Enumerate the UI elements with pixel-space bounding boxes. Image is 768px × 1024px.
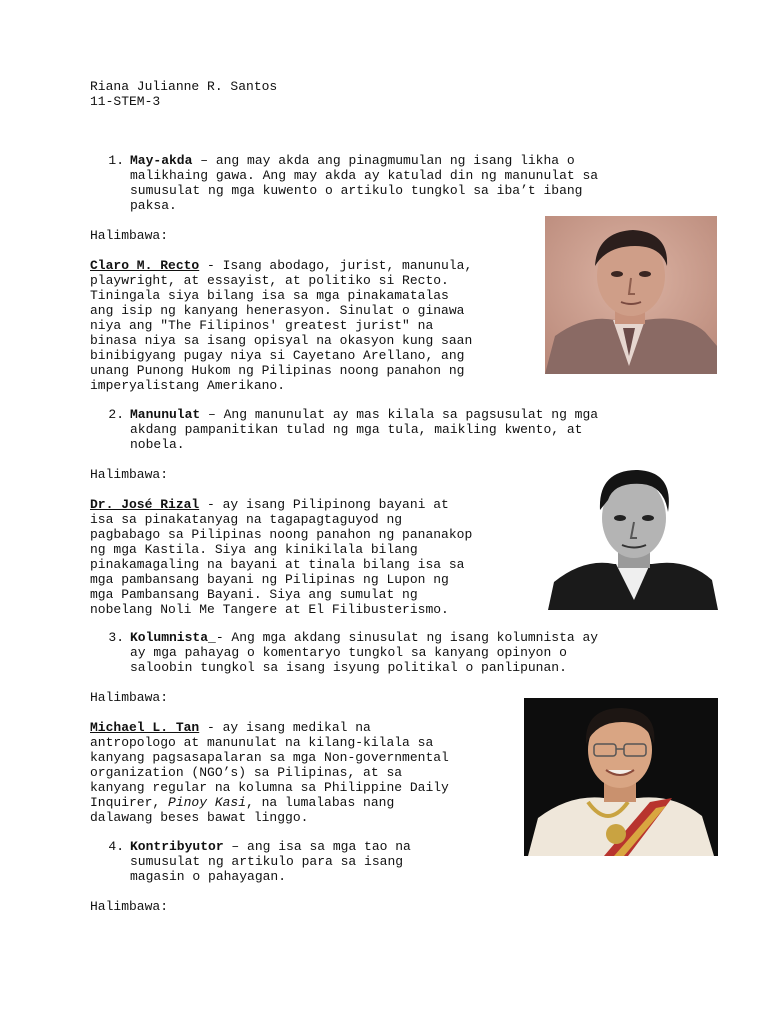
term-kolumnista: Kolumnista_	[130, 630, 216, 645]
example-3-line-1: Michael L. Tan - ay isang medikal na	[90, 720, 371, 735]
item-4-line-3: magasin o pahayagan.	[130, 869, 287, 884]
rizal-portrait	[548, 460, 718, 610]
example-2-line: pagbabago sa Pilipinas noong panahon ng pananakop	[90, 527, 473, 542]
example-2-line: mga Pambansang Bayani. Siya ang sumulat ng	[90, 587, 418, 602]
item-number: 3.	[108, 630, 124, 645]
tan-portrait	[524, 698, 718, 856]
item-4-line-1: Kontribyutor – ang isa sa mga tao na	[130, 839, 411, 854]
item-2-line-2: akdang pampanitikan tulad ng mga tula, maikling kwento, at	[130, 422, 583, 437]
example-2-line: mga pambansang bayani ng Pilipinas ng Lupon ng	[90, 572, 449, 587]
example-1-line: binibigyang pugay niya si Cayetano Arellano, ang	[90, 348, 465, 363]
item-3-line-1: Kolumnista_- Ang mga akdang sinusulat ng isang kolumnista ay	[130, 630, 599, 645]
example-2-line: nobelang Noli Me Tangere at El Filibusterismo.	[90, 602, 449, 617]
example-label: Halimbawa:	[90, 228, 169, 243]
item-1-line-1: May-akda – ang may akda ang pinagmumulan ng isang likha o	[130, 153, 575, 168]
example-label: Halimbawa:	[90, 690, 169, 705]
item-number: 2.	[108, 407, 124, 422]
item-number: 1.	[108, 153, 124, 168]
example-3-line-inquirer: Inquirer, Pinoy Kasi, na lumalabas nang	[90, 795, 395, 810]
example-1-line: binasa niya sa isang opisyal na okasyon kung saan	[90, 333, 473, 348]
example-label: Halimbawa:	[90, 467, 169, 482]
item-1-line-2: malikhaing gawa. Ang may akda ay katulad din ng manunulat sa	[130, 168, 599, 183]
item-3-line-2: ay mga pahayag o komentaryo tungkol sa kanyang opinyon o	[130, 645, 567, 660]
example-1-line: imperyalistang Amerikano.	[90, 378, 286, 393]
term-may-akda: May-akda	[130, 153, 193, 168]
example-1-line: Tiningala siya bilang isa sa mga pinakamatalas	[90, 288, 449, 303]
example-3-line: kanyang regular na kolumna sa Philippine Daily	[90, 780, 449, 795]
item-3-line-3: saloobin tungkol sa isang isyung politikal o panlipunan.	[130, 660, 567, 675]
example-1-line: playwright, at essayist, at politiko si Recto.	[90, 273, 449, 288]
example-2-line-1: Dr. José Rizal - ay isang Pilipinong bayani at	[90, 497, 449, 512]
example-2-line: ng mga Kastila. Siya ang kinikilala bilang	[90, 542, 418, 557]
person-name-rizal: Dr. José Rizal	[90, 497, 200, 512]
author-name: Riana Julianne R. Santos	[90, 79, 278, 94]
column-title: Pinoy Kasi	[168, 795, 247, 810]
person-name-tan: Michael L. Tan	[90, 720, 200, 735]
example-1-line: niya ang "The Filipinos' greatest jurist" na	[90, 318, 434, 333]
example-3-line: organization (NGO’s) sa Pilipinas, at sa	[90, 765, 403, 780]
example-1-line-1: Claro M. Recto - Isang abodago, jurist, manunula,	[90, 258, 473, 273]
example-3-line: dalawang beses bawat linggo.	[90, 810, 309, 825]
item-1-line-3: sumusulat ng mga kuwento o artikulo tungkol sa iba’t ibang	[130, 183, 583, 198]
item-1-line-4: paksa.	[130, 198, 177, 213]
item-2-line-1: Manunulat – Ang manunulat ay mas kilala sa pagsusulat ng mga	[130, 407, 599, 422]
class-section: 11-STEM-3	[90, 94, 161, 109]
example-2-line: pinakamagaling na bayani at tinala bilang isa sa	[90, 557, 465, 572]
example-3-line: antropologo at manunulat na kilang-kilala sa	[90, 735, 434, 750]
example-1-line: unang Punong Hukom ng Pilipinas noong panahon ng	[90, 363, 465, 378]
example-2-line: isa sa pinakatanyag na tagapagtaguyod ng	[90, 512, 403, 527]
term-kontribyutor: Kontribyutor	[130, 839, 224, 854]
recto-portrait	[545, 216, 717, 374]
item-4-line-2: sumusulat ng artikulo para sa isang	[130, 854, 404, 869]
item-number: 4.	[108, 839, 124, 854]
person-name-recto: Claro M. Recto	[90, 258, 200, 273]
item-2-line-3: nobela.	[130, 437, 185, 452]
example-label: Halimbawa:	[90, 899, 169, 914]
example-1-line: ang isip ng kanyang henerasyon. Sinulat o ginawa	[90, 303, 465, 318]
term-manunulat: Manunulat	[130, 407, 201, 422]
example-3-line: kanyang pagsasapalaran sa mga Non-governmental	[90, 750, 449, 765]
